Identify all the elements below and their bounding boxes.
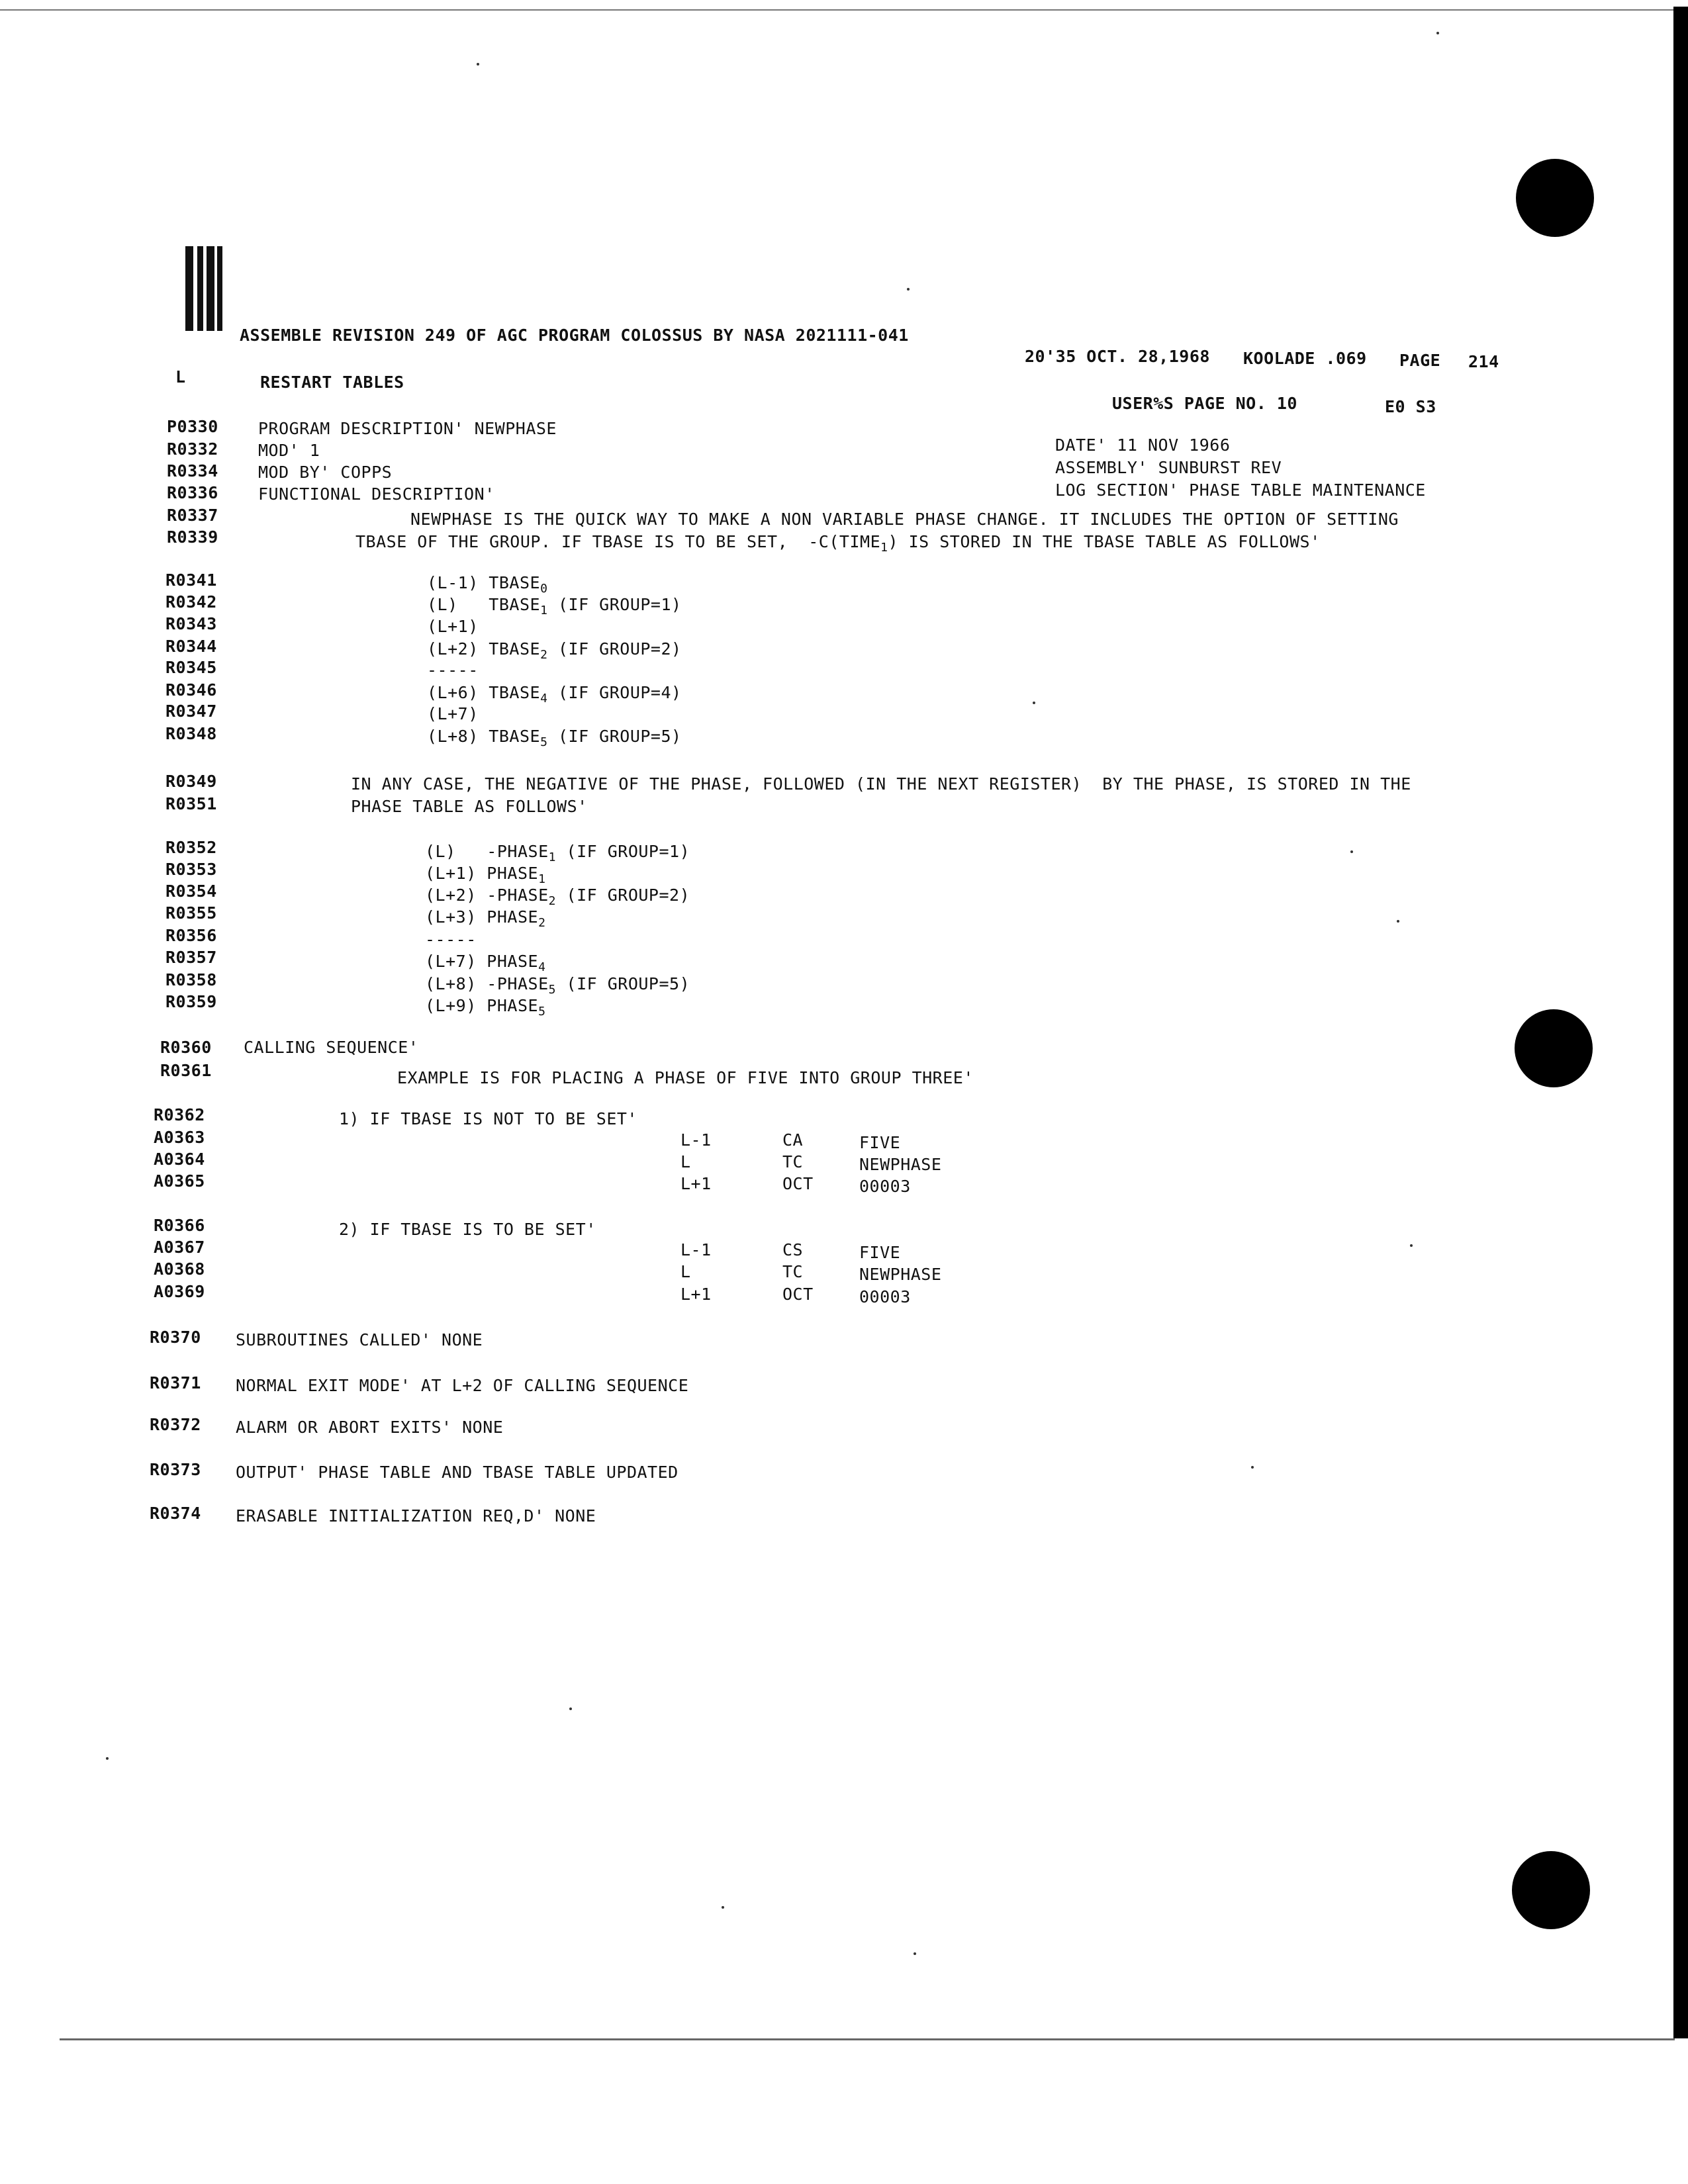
punch-hole (1516, 159, 1594, 237)
footer-line: ERASABLE INITIALIZATION REQ,D' NONE (236, 1506, 596, 1525)
line-number: R0346 (165, 680, 217, 700)
table-entry: ----- (425, 930, 477, 949)
code-location: L+1 (680, 1285, 712, 1304)
code-opcode: CS (782, 1240, 804, 1259)
code-location: L-1 (680, 1130, 712, 1150)
line-number: R0374 (150, 1504, 201, 1523)
code-location: L (680, 1152, 691, 1171)
punch-hole (1515, 1009, 1593, 1087)
line-number: R0371 (150, 1373, 201, 1392)
line-number: R0361 (160, 1061, 212, 1080)
line-number: R0353 (165, 860, 217, 879)
functional-description: FUNCTIONAL DESCRIPTION' (258, 484, 495, 504)
section-title: RESTART TABLES (260, 373, 404, 392)
punch-hole (1512, 1851, 1590, 1929)
program-description: PROGRAM DESCRIPTION' NEWPHASE (258, 419, 557, 438)
line-number: R0359 (165, 992, 217, 1011)
line-number: R0332 (167, 439, 218, 459)
code-opcode: TC (782, 1262, 804, 1281)
header-title: ASSEMBLE REVISION 249 OF AGC PROGRAM COLOSSUS BY NASA 2021111-041 (240, 326, 909, 345)
line-number: R0348 (165, 724, 217, 743)
table-entry: (L+6) $TBASE_4$ (IF GROUP=4) (427, 683, 682, 705)
table-entry: (L+7) $PHASE_4$ (425, 952, 546, 974)
line-number: R0357 (165, 948, 217, 967)
any-case-line-1: IN ANY CASE, THE NEGATIVE OF THE PHASE, FOLLOWED (IN THE NEXT REGISTER) BY THE PHASE, IS STORED IN THE (351, 774, 1411, 794)
line-number: A0365 (154, 1171, 205, 1191)
barcode-mark (185, 246, 225, 331)
line-number: P0330 (167, 417, 218, 436)
mod-by: MOD BY' COPPS (258, 463, 393, 482)
line-number: R0342 (165, 592, 217, 612)
line-number: R0337 (167, 506, 218, 525)
scan-border (1673, 7, 1688, 2038)
line-number: R0358 (165, 970, 217, 989)
table-entry: (L-1) $TBASE_0$ (427, 573, 548, 596)
code-operand: 00003 (859, 1287, 911, 1306)
table-entry: (L+2) $-PHASE_2$ (IF GROUP=2) (425, 886, 690, 908)
footer-line: ALARM OR ABORT EXITS' NONE (236, 1418, 504, 1437)
line-number: R0370 (150, 1328, 201, 1347)
footer-line: NORMAL EXIT MODE' AT L+2 OF CALLING SEQUENCE (236, 1376, 689, 1395)
case-1-heading: 1) IF TBASE IS NOT TO BE SET' (339, 1109, 637, 1128)
line-number: R0352 (165, 838, 217, 857)
code-operand: NEWPHASE (859, 1155, 942, 1174)
description-line-2: TBASE OF THE GROUP. IF TBASE IS TO BE SET, $-C(TIME_1)$ IS STORED IN THE TBASE TABLE AS FOLLOWS' (355, 532, 1321, 555)
code-operand: 00003 (859, 1177, 911, 1196)
table-entry: (L+8) $-PHASE_5$ (IF GROUP=5) (425, 974, 690, 997)
table-entry: (L+7) (427, 704, 479, 723)
code-operand: NEWPHASE (859, 1265, 942, 1284)
header-assembler: KOOLADE .069 (1243, 349, 1367, 368)
line-number: R0336 (167, 483, 218, 502)
calling-sequence: CALLING SEQUENCE' (244, 1038, 419, 1057)
line-number: R0344 (165, 637, 217, 656)
code-opcode: OCT (782, 1285, 814, 1304)
calling-example: EXAMPLE IS FOR PLACING A PHASE OF FIVE INTO GROUP THREE' (397, 1068, 974, 1087)
users-page: USER%S PAGE NO. 10 (1112, 394, 1297, 413)
footer-line: OUTPUT' PHASE TABLE AND TBASE TABLE UPDATED (236, 1463, 679, 1482)
mod-number: MOD' 1 (258, 441, 320, 460)
code-operand: FIVE (859, 1133, 901, 1152)
table-entry: (L+1) $PHASE_1$ (425, 864, 546, 886)
any-case-line-2: PHASE TABLE AS FOLLOWS' (351, 797, 588, 816)
header-page-label: PAGE (1399, 351, 1441, 370)
table-entry: (L+8) $TBASE_5$ (IF GROUP=5) (427, 727, 682, 749)
table-entry: (L) $TBASE_1$ (IF GROUP=1) (427, 595, 682, 617)
line-number: R0347 (165, 702, 217, 721)
line-number: R0372 (150, 1415, 201, 1434)
table-entry: (L) $-PHASE_1$ (IF GROUP=1) (425, 842, 690, 864)
line-number: R0345 (165, 658, 217, 677)
section-letter: L (175, 367, 186, 387)
line-number: A0363 (154, 1128, 205, 1147)
date-line: DATE' 11 NOV 1966 (1055, 435, 1231, 455)
line-number: A0364 (154, 1150, 205, 1169)
code-location: L+1 (680, 1174, 712, 1193)
line-number: R0351 (165, 794, 217, 813)
table-entry: (L+1) (427, 617, 479, 636)
line-number: R0341 (165, 570, 217, 590)
code-opcode: OCT (782, 1174, 814, 1193)
assembly-line: ASSEMBLY' SUNBURST REV (1055, 458, 1282, 477)
line-number: R0366 (154, 1216, 205, 1235)
line-number: R0356 (165, 926, 217, 945)
table-entry: (L+2) $TBASE_2$ (IF GROUP=2) (427, 639, 682, 662)
line-number: R0349 (165, 772, 217, 791)
line-number: A0368 (154, 1259, 205, 1279)
description-line-1: NEWPHASE IS THE QUICK WAY TO MAKE A NON VARIABLE PHASE CHANGE. IT INCLUDES THE OPTION OF SETTING (410, 510, 1399, 529)
line-number: A0369 (154, 1282, 205, 1301)
code-operand: FIVE (859, 1243, 901, 1262)
code-opcode: TC (782, 1152, 804, 1171)
page-code: E0 S3 (1385, 397, 1436, 416)
line-number: R0354 (165, 882, 217, 901)
code-opcode: CA (782, 1130, 804, 1150)
table-entry: ----- (427, 660, 479, 680)
paper-top-edge (0, 9, 1675, 11)
line-number: R0355 (165, 903, 217, 923)
footer-line: SUBROUTINES CALLED' NONE (236, 1330, 483, 1349)
code-location: L-1 (680, 1240, 712, 1259)
line-number: A0367 (154, 1238, 205, 1257)
paper-bottom-edge (60, 2038, 1675, 2040)
table-entry: (L+3) $PHASE_2$ (425, 907, 546, 930)
case-2-heading: 2) IF TBASE IS TO BE SET' (339, 1220, 596, 1239)
line-number: R0373 (150, 1460, 201, 1479)
log-section-line: LOG SECTION' PHASE TABLE MAINTENANCE (1055, 480, 1426, 500)
header-page-number: 214 (1468, 352, 1499, 371)
header-datetime: 20'35 OCT. 28,1968 (1025, 347, 1210, 366)
line-number: R0334 (167, 461, 218, 480)
line-number: R0343 (165, 614, 217, 633)
line-number: R0360 (160, 1038, 212, 1057)
table-entry: (L+9) $PHASE_5$ (425, 996, 546, 1019)
line-number: R0362 (154, 1105, 205, 1124)
code-location: L (680, 1262, 691, 1281)
line-number: R0339 (167, 527, 218, 547)
